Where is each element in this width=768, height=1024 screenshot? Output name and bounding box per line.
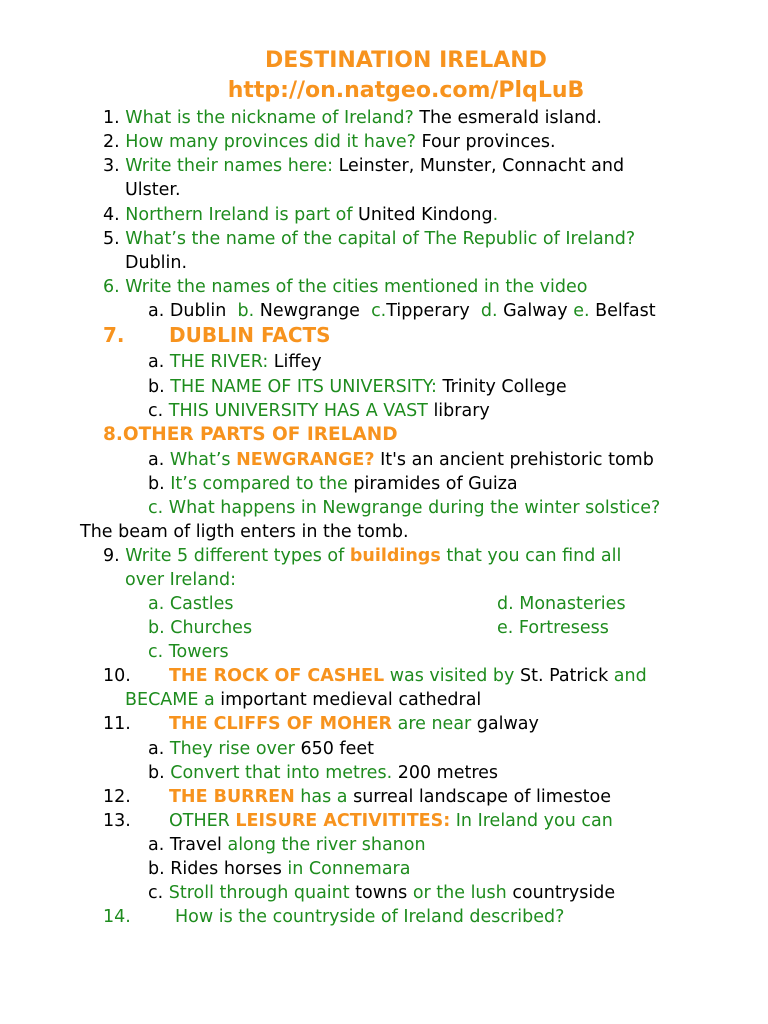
question-number: 11. <box>103 714 131 734</box>
item-label: b. <box>148 618 165 638</box>
item-label: c. <box>371 301 387 321</box>
question-10 <box>169 665 647 687</box>
answer-text: The beam of ligth enters in the tomb. <box>80 522 409 542</box>
question-text: Stroll through quaint <box>168 883 356 903</box>
question-text: OTHER <box>169 811 236 831</box>
question-text: along the river shanon <box>221 835 426 855</box>
building-c <box>148 641 229 663</box>
highlight-text: NEWGRANGE? <box>236 450 375 470</box>
item-label: a. <box>148 450 165 470</box>
question-5 <box>103 228 635 250</box>
answer-text: United Kindong <box>352 205 493 225</box>
building-monasteries: Monasteries <box>519 594 626 614</box>
section-title: OTHER PARTS OF IRELAND <box>122 424 398 445</box>
item-label: c. <box>148 498 164 518</box>
question-2 <box>103 131 556 153</box>
video-url[interactable]: http://on.natgeo.com/PlqLuB <box>227 78 585 103</box>
question-number: 10. <box>103 666 131 686</box>
question-number: 4. <box>103 205 120 225</box>
item-label: a. <box>148 739 165 759</box>
city-list <box>148 300 656 322</box>
cliffs-b <box>148 762 498 784</box>
question-text: It’s compared to the <box>170 474 348 494</box>
question-text: Northern Ireland is part of <box>125 205 353 225</box>
city-tipperary: Tipperary <box>386 301 470 321</box>
question-6 <box>103 276 587 298</box>
answer-continuation: Ulster. <box>125 180 181 200</box>
leisure-a <box>148 834 426 856</box>
question-1 <box>103 107 602 129</box>
question-text: What happens in Newgrange during the winter solstice? <box>168 498 661 518</box>
highlight-text: THE BURREN <box>169 787 295 807</box>
item-label: b. <box>237 301 255 321</box>
question-12 <box>169 786 611 808</box>
answer-text: 200 metres <box>392 763 499 783</box>
item-label: d. <box>497 594 514 614</box>
question-text: Write their names here: <box>125 156 334 176</box>
item-label: c. <box>148 401 164 421</box>
answer-text: 650 feet <box>300 739 374 759</box>
question-number: 5. <box>103 229 120 249</box>
question-text: Convert that into metres. <box>170 763 393 783</box>
other-parts-a <box>148 449 654 471</box>
city-newgrange: Newgrange <box>254 301 360 321</box>
answer-text: Four provinces. <box>415 132 556 152</box>
question-text: In Ireland you can <box>450 811 613 831</box>
other-parts-c <box>148 497 660 519</box>
question-3 <box>103 155 624 177</box>
item-label: a. <box>148 594 165 614</box>
item-label: e. <box>497 618 514 638</box>
question-text: What is the nickname of Ireland? <box>125 108 414 128</box>
building-churches: Churches <box>170 618 253 638</box>
section-heading-other-parts <box>103 424 398 446</box>
question-13 <box>169 810 613 832</box>
question-text: Write the names of the cities mentioned in the video <box>125 277 588 297</box>
question-text: THIS UNIVERSITY HAS A VAST <box>168 401 428 421</box>
answer-text: library <box>427 401 490 421</box>
answer-text: Dublin. <box>125 253 188 273</box>
item-label: e. <box>573 301 590 321</box>
answer-text: surreal landscape of limestoe <box>353 787 612 807</box>
city-belfast: Belfast <box>589 301 656 321</box>
item-label: a. <box>148 835 165 855</box>
question-text: in Connemara <box>281 859 411 879</box>
question-text: was visited by <box>384 666 520 686</box>
building-castles: Castles <box>169 594 234 614</box>
highlight-text: buildings <box>349 546 441 566</box>
item-label: b. <box>148 474 165 494</box>
building-b <box>148 617 252 639</box>
highlight-text: LEISURE ACTIVITITES: <box>235 811 451 831</box>
building-d <box>497 593 626 615</box>
answer-text: piramides of Guiza <box>347 474 518 494</box>
highlight-text: THE CLIFFS OF MOHER <box>169 714 393 734</box>
question-text: has a <box>294 787 354 807</box>
dublin-fact-c <box>148 400 490 422</box>
question-text: Write 5 different types of <box>125 546 350 566</box>
question-number: 13. <box>103 811 131 831</box>
question-number: 1. <box>103 108 120 128</box>
section-7-number: 7. <box>103 323 125 347</box>
answer-text: countryside <box>512 883 616 903</box>
answer-text: important medieval cathedral <box>214 690 482 710</box>
answer-text: Rides horses <box>170 859 282 879</box>
item-label: b. <box>148 763 165 783</box>
answer-text: The esmerald island. <box>413 108 602 128</box>
item-label: d. <box>480 301 498 321</box>
leisure-b <box>148 858 410 880</box>
answer-text: St. Patrick <box>519 666 609 686</box>
item-label: c. <box>148 642 164 662</box>
building-fortresess: Fortresess <box>518 618 609 638</box>
question-text: THE RIVER: <box>169 352 269 372</box>
question-text: are near <box>392 714 477 734</box>
question-number: 2. <box>103 132 120 152</box>
question-text: They rise over <box>169 739 301 759</box>
question-continuation: over Ireland: <box>125 570 237 590</box>
answer-text: towns <box>355 883 408 903</box>
item-label: b. <box>148 859 165 879</box>
dublin-fact-a <box>148 351 322 373</box>
question-9 <box>103 545 621 567</box>
building-a <box>148 593 234 615</box>
answer-text: Trinity College <box>436 377 567 397</box>
leisure-c <box>148 882 615 904</box>
question-14: How is the countryside of Ireland described? <box>175 907 565 927</box>
section-heading-dublin-facts: DUBLIN FACTS <box>169 323 331 347</box>
item-label: c. <box>148 883 164 903</box>
answer-text: Liffey <box>268 352 322 372</box>
item-label: a. <box>148 301 165 321</box>
question-4 <box>103 204 498 226</box>
question-text: BECAME a <box>125 690 215 710</box>
section-number: 8. <box>103 424 123 445</box>
highlight-text: THE ROCK OF CASHEL <box>169 666 385 686</box>
question-text: What’s the name of the capital of The Republic of Ireland? <box>125 229 636 249</box>
question-text: How many provinces did it have? <box>125 132 416 152</box>
answer-text: galway <box>476 714 539 734</box>
answer-text: Leinster, Munster, Connacht and <box>333 156 625 176</box>
question-number: 14. <box>103 907 131 927</box>
dublin-fact-b <box>148 376 567 398</box>
question-text: THE NAME OF ITS UNIVERSITY: <box>170 377 437 397</box>
period: . <box>492 205 499 225</box>
answer-text: Travel <box>169 835 222 855</box>
answer-text: It's an ancient prehistoric tomb <box>374 450 654 470</box>
building-e <box>497 617 609 639</box>
city-dublin: Dublin <box>169 301 227 321</box>
cliffs-a <box>148 738 374 760</box>
question-number: 12. <box>103 787 131 807</box>
question-text: What’s <box>169 450 237 470</box>
question-text: or the lush <box>407 883 513 903</box>
question-11 <box>169 713 539 735</box>
building-towers: Towers <box>168 642 229 662</box>
question-text: that you can find all <box>440 546 622 566</box>
other-parts-b <box>148 473 518 495</box>
question-text: and <box>608 666 647 686</box>
question-number: 9. <box>103 546 120 566</box>
item-label: b. <box>148 377 165 397</box>
question-10-continuation <box>125 689 481 711</box>
item-label: a. <box>148 352 165 372</box>
city-galway: Galway <box>497 301 568 321</box>
question-number: 3. <box>103 156 120 176</box>
question-number: 6. <box>103 277 120 297</box>
document-title: DESTINATION IRELAND <box>265 48 547 73</box>
